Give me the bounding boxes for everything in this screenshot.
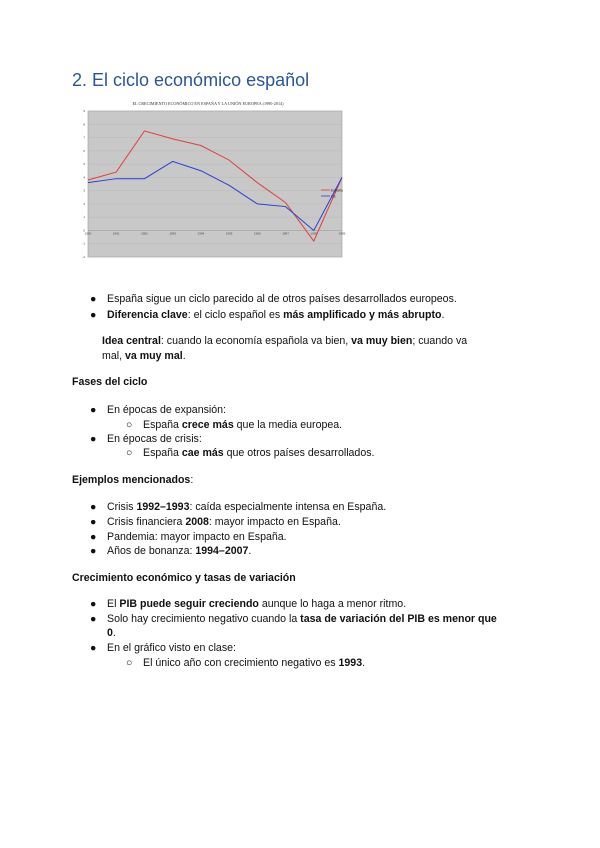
y-tick-label: -2 [82, 255, 85, 259]
plot-area [88, 111, 342, 257]
bullet-text: Crisis 1992–1993: caída especialmente intensa en España. [107, 501, 387, 513]
y-tick-label: 5 [83, 162, 85, 167]
y-tick-label: 0 [83, 228, 85, 233]
bullet-circle: ○ [126, 447, 133, 459]
bullet-dot: ● [90, 404, 97, 416]
y-tick-label: 7 [83, 135, 85, 140]
x-tick-label: 1990 [84, 231, 92, 236]
y-tick-label: 9 [83, 109, 85, 113]
bullet-dot: ● [90, 613, 97, 625]
y-tick-label: 4 [83, 175, 85, 180]
y-tick-label: 3 [83, 188, 85, 193]
x-tick-label: 1998 [310, 231, 318, 236]
x-tick-label: 1999 [338, 231, 346, 236]
chart-figure [68, 97, 344, 272]
bullet-text: El único año con crecimiento negativo es 1993. [143, 657, 366, 669]
bullet-text: España crece más que la media europea. [143, 419, 343, 431]
y-tick-label: 1 [83, 215, 85, 220]
bullet-dot: ● [90, 516, 97, 528]
page-title: 2. El ciclo económico español [72, 70, 310, 90]
idea-central-line2: mal, va muy mal. [102, 350, 186, 362]
bullet-text: Diferencia clave: el ciclo español es más amplificado y más abrupto. [107, 309, 445, 321]
bullet-text: Pandemia: mayor impacto en España. [107, 531, 287, 543]
bullet-circle: ○ [126, 419, 133, 431]
x-tick-label: 1996 [253, 231, 261, 236]
bullet-dot: ● [90, 598, 97, 610]
section-heading-crecimiento: Crecimiento económico y tasas de variación [72, 572, 296, 584]
chart-title: EL CRECIMIENTO ECONÓMICO EN ESPAÑA Y LA UNIÓN EUROPEA (1990-2014) [132, 101, 284, 106]
bullet-text: Años de bonanza: 1994–2007. [107, 545, 252, 557]
legend-label-ue: UE [331, 194, 336, 199]
legend-label-espana: España [331, 188, 343, 193]
bullet-dot: ● [90, 545, 97, 557]
bullet-text: 0. [107, 627, 116, 639]
x-tick-label: 1994 [197, 231, 205, 236]
growth-chart [68, 97, 344, 272]
bullet-dot: ● [90, 309, 97, 321]
y-tick-label: -1 [82, 241, 85, 246]
bullet-text: El PIB puede seguir creciendo aunque lo haga a menor ritmo. [107, 598, 407, 610]
x-tick-label: 1993 [169, 231, 177, 236]
bullet-text: España sigue un ciclo parecido al de otros países desarrollados europeos. [107, 293, 457, 305]
bullet-dot: ● [90, 501, 97, 513]
y-tick-label: 6 [83, 148, 85, 153]
bullet-dot: ● [90, 531, 97, 543]
bullet-text: Solo hay crecimiento negativo cuando la tasa de variación del PIB es menor que [107, 613, 497, 625]
y-tick-label: 2 [83, 201, 85, 206]
bullet-text: En el gráfico visto en clase: [107, 642, 236, 654]
bullet-dot: ● [90, 642, 97, 654]
bullet-text: España cae más que otros países desarrollados. [143, 447, 375, 459]
x-tick-label: 1991 [112, 231, 120, 236]
bullet-text: Crisis financiera 2008: mayor impacto en España. [107, 516, 341, 528]
bullet-dot: ● [90, 293, 97, 305]
section-heading-fases: Fases del ciclo [72, 376, 148, 388]
bullet-text: En épocas de crisis: [107, 433, 202, 445]
y-tick-label: 8 [83, 122, 85, 127]
bullet-dot: ● [90, 433, 97, 445]
bullet-circle: ○ [126, 657, 133, 669]
x-tick-label: 1992 [141, 231, 148, 236]
x-tick-label: 1997 [282, 231, 289, 236]
idea-central-line1: Idea central: cuando la economía española va bien, va muy bien; cuando va [102, 335, 468, 347]
section-heading-ejemplos: Ejemplos mencionados: [72, 474, 194, 486]
x-tick-label: 1995 [225, 231, 233, 236]
bullet-text: En épocas de expansión: [107, 404, 226, 416]
